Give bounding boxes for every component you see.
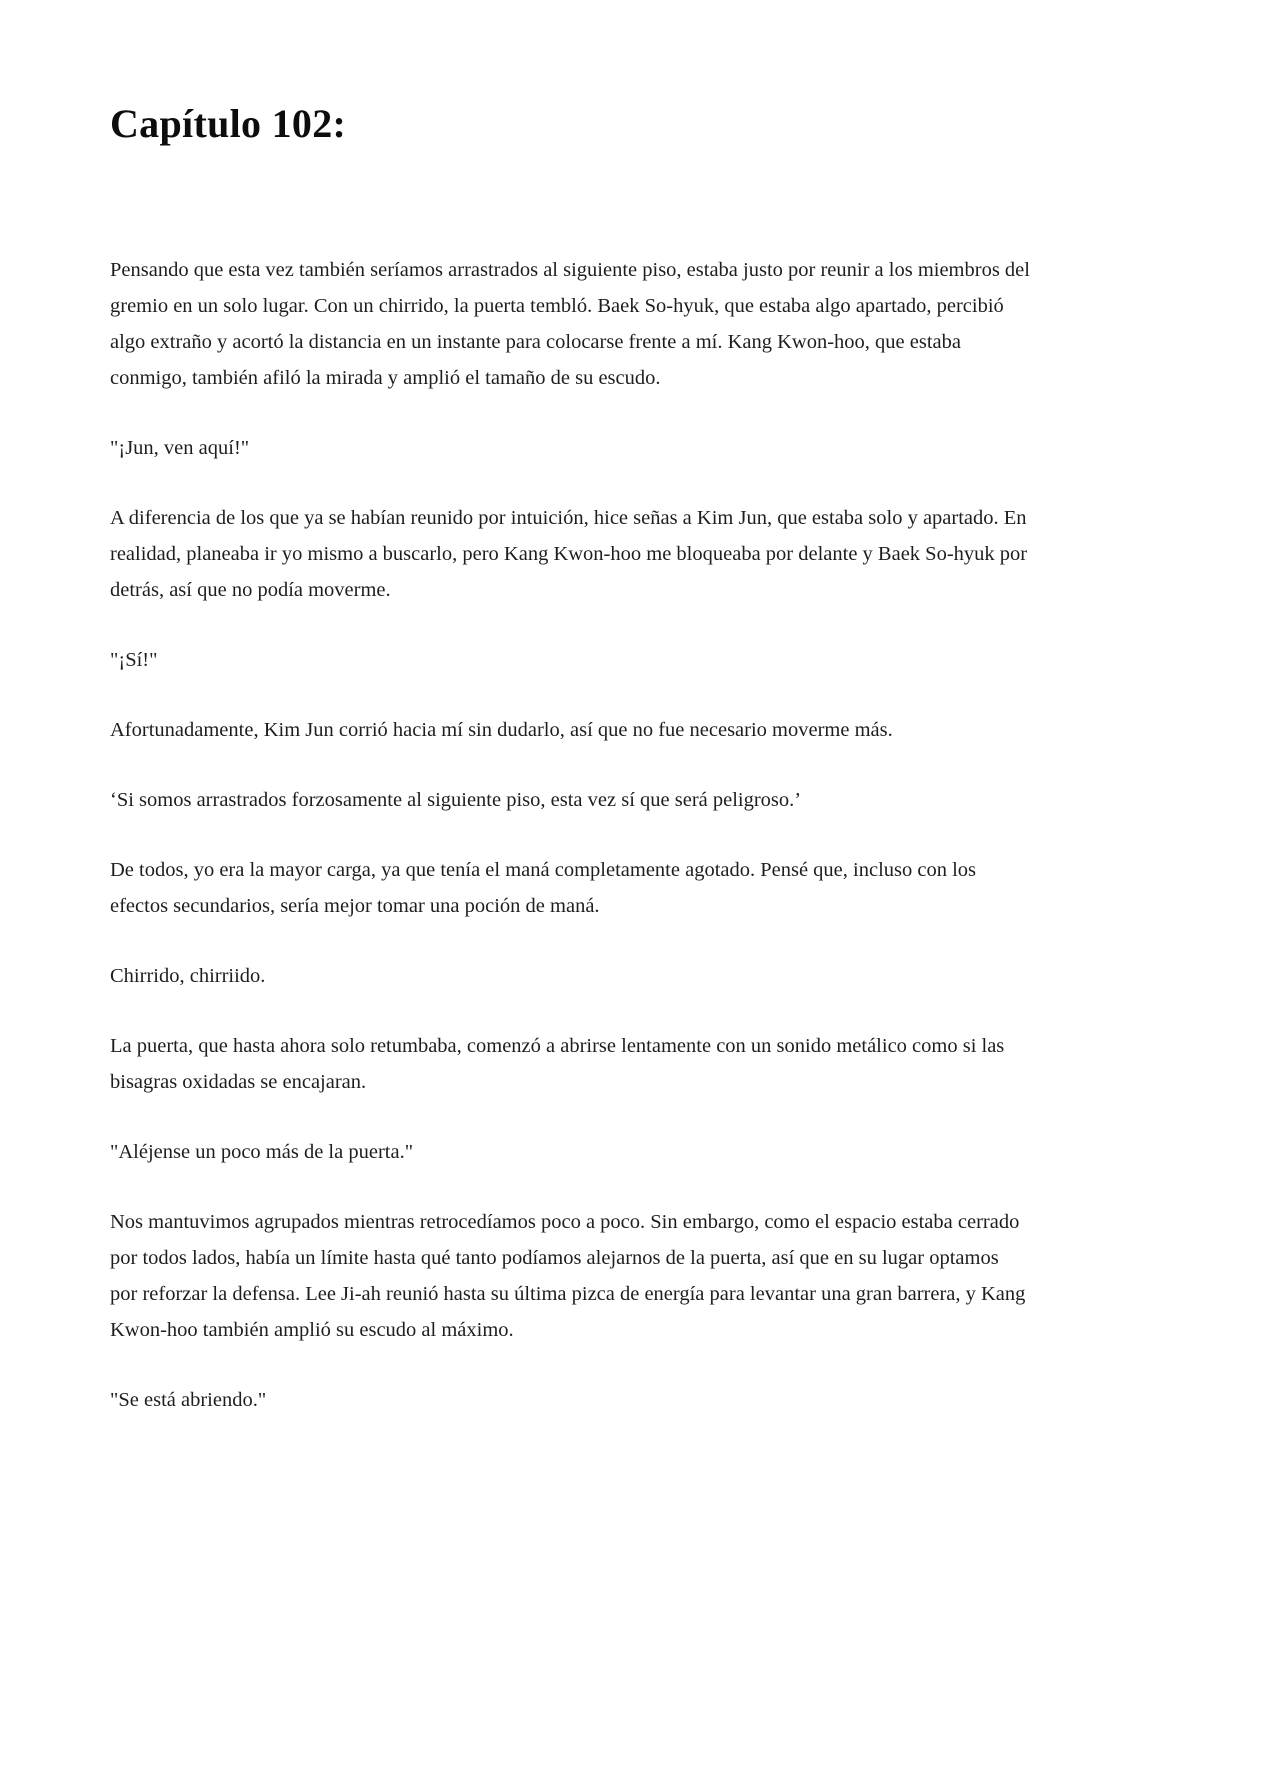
- paragraph-dialogue: "¡Jun, ven aquí!": [110, 437, 250, 459]
- paragraph: De todos, yo era la mayor carga, ya que tenía el maná completamente agotado. Pensé que, incluso con los efectos secundarios, sería mejor tomar una poción de maná.: [110, 859, 977, 917]
- paragraph: A diferencia de los que ya se habían reunido por intuición, hice señas a Kim Jun, que estaba solo y apartado. En realidad, planeaba ir yo mismo a buscarlo, pero Kang Kwon-hoo me bloqueaba por delante y Baek So-hyuk por detrás, así que no podía moverme.: [110, 507, 1028, 601]
- paragraph: Nos mantuvimos agrupados mientras retrocedíamos poco a poco. Sin embargo, como el espacio estaba cerrado por todos lados, había un límite hasta qué tanto podíamos alejarnos de la puerta, así que en su lugar optamos por reforzar la defensa. Lee Ji-ah reunió hasta su última pizca de energía para levantar una gran barrera, y Kang Kwon-hoo también amplió su escudo al máximo.: [110, 1211, 1026, 1341]
- paragraph: La puerta, que hasta ahora solo retumbaba, comenzó a abrirse lentamente con un sonido metálico como si las bisagras oxidadas se encajaran.: [110, 1035, 1005, 1093]
- chapter-body: [110, 252, 1130, 1418]
- paragraph-dialogue: "¡Sí!": [110, 649, 158, 671]
- chapter-title: Capítulo 102:: [110, 101, 347, 146]
- paragraph: Pensando que esta vez también seríamos arrastrados al siguiente piso, estaba justo por reunir a los miembros del gremio en un solo lugar. Con un chirrido, la puerta tembló. Baek So-hyuk, que estaba algo apartado, percibió algo extraño y acortó la distancia en un instante para colocarse frente a mí. Kang Kwon-hoo, que estaba conmigo, también afiló la mirada y amplió el tamaño de su escudo.: [110, 259, 1030, 389]
- paragraph: Afortunadamente, Kim Jun corrió hacia mí sin dudarlo, así que no fue necesario moverme más.: [110, 719, 893, 741]
- paragraph-dialogue: "Aléjense un poco más de la puerta.": [110, 1141, 414, 1163]
- paragraph-thought: ‘Si somos arrastrados forzosamente al siguiente piso, esta vez sí que será peligroso.’: [110, 789, 802, 811]
- paragraph-sound-effect: Chirrido, chirriido.: [110, 965, 266, 987]
- paragraph-dialogue: "Se está abriendo.": [110, 1389, 267, 1411]
